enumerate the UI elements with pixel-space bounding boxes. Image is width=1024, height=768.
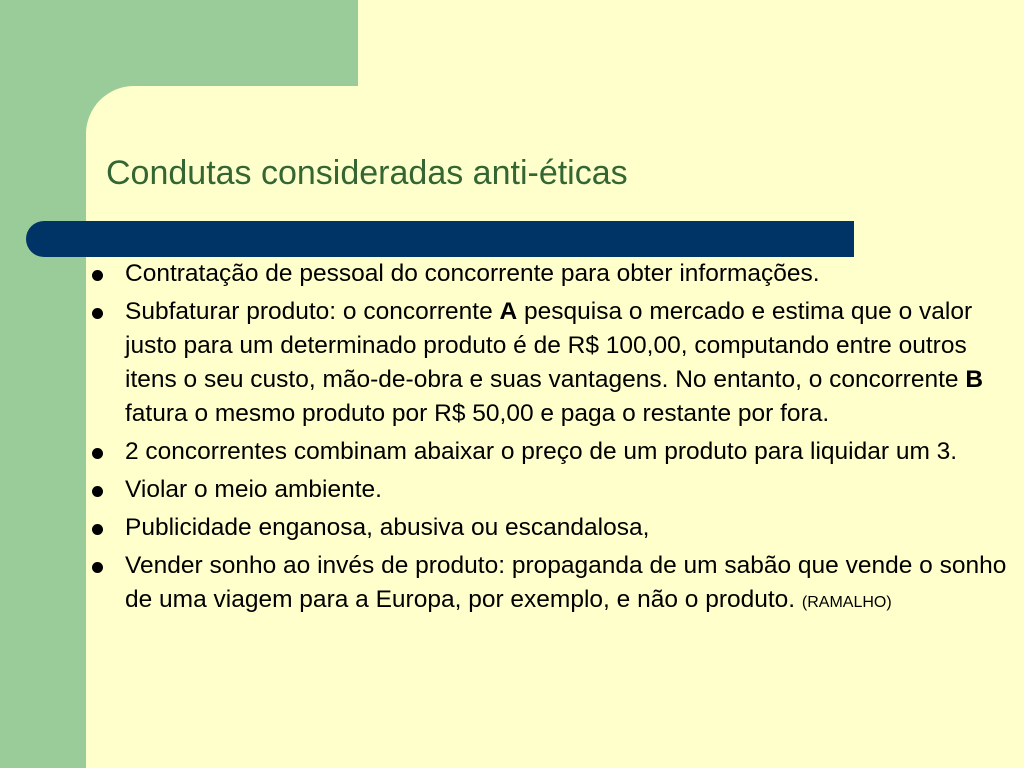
citation: (RAMALHO)	[801, 594, 892, 611]
list-item	[92, 435, 1012, 469]
bullet-list	[92, 257, 1012, 624]
list-item	[92, 549, 1012, 620]
title-accent-bar	[26, 221, 854, 257]
competitor-b-label: B	[965, 366, 984, 393]
bullet-text: Contratação de pessoal do concorrente para obter informações.	[125, 260, 820, 287]
bullet-text: Vender sonho ao invés de produto: propaganda de um sabão que vende o sonho de uma viagem para a Europa, por exemplo, e não o produto.	[125, 552, 1007, 613]
bullet-icon	[92, 448, 103, 459]
slide-title: Condutas consideradas anti-éticas	[106, 154, 628, 192]
list-item	[92, 257, 1012, 291]
bullet-text: fatura o mesmo produto por R$ 50,00 e paga o restante por fora.	[125, 400, 830, 427]
bullet-icon	[92, 270, 103, 281]
bullet-text: 2 concorrentes combinam abaixar o preço de um produto para liquidar um 3.	[125, 438, 958, 465]
bullet-icon	[92, 308, 103, 319]
bullet-text: Subfaturar produto: o concorrente	[125, 298, 500, 325]
list-item	[92, 511, 1012, 545]
bullet-text: Violar o meio ambiente.	[125, 476, 382, 503]
list-item	[92, 473, 1012, 507]
list-item	[92, 295, 1012, 431]
bullet-icon	[92, 562, 103, 573]
slide-background-top	[358, 0, 1024, 100]
bullet-text: Publicidade enganosa, abusiva ou escandalosa,	[125, 514, 650, 541]
bullet-text: pesquisa o mercado e estima que o valor justo para um determinado produto é de R$ 100,00, computando entre outros itens o seu custo, mão-de-obra e suas vantagens. No entanto, o concorrente	[125, 298, 973, 393]
competitor-a-label: A	[499, 298, 518, 325]
bullet-icon	[92, 486, 103, 497]
bullet-icon	[92, 524, 103, 535]
